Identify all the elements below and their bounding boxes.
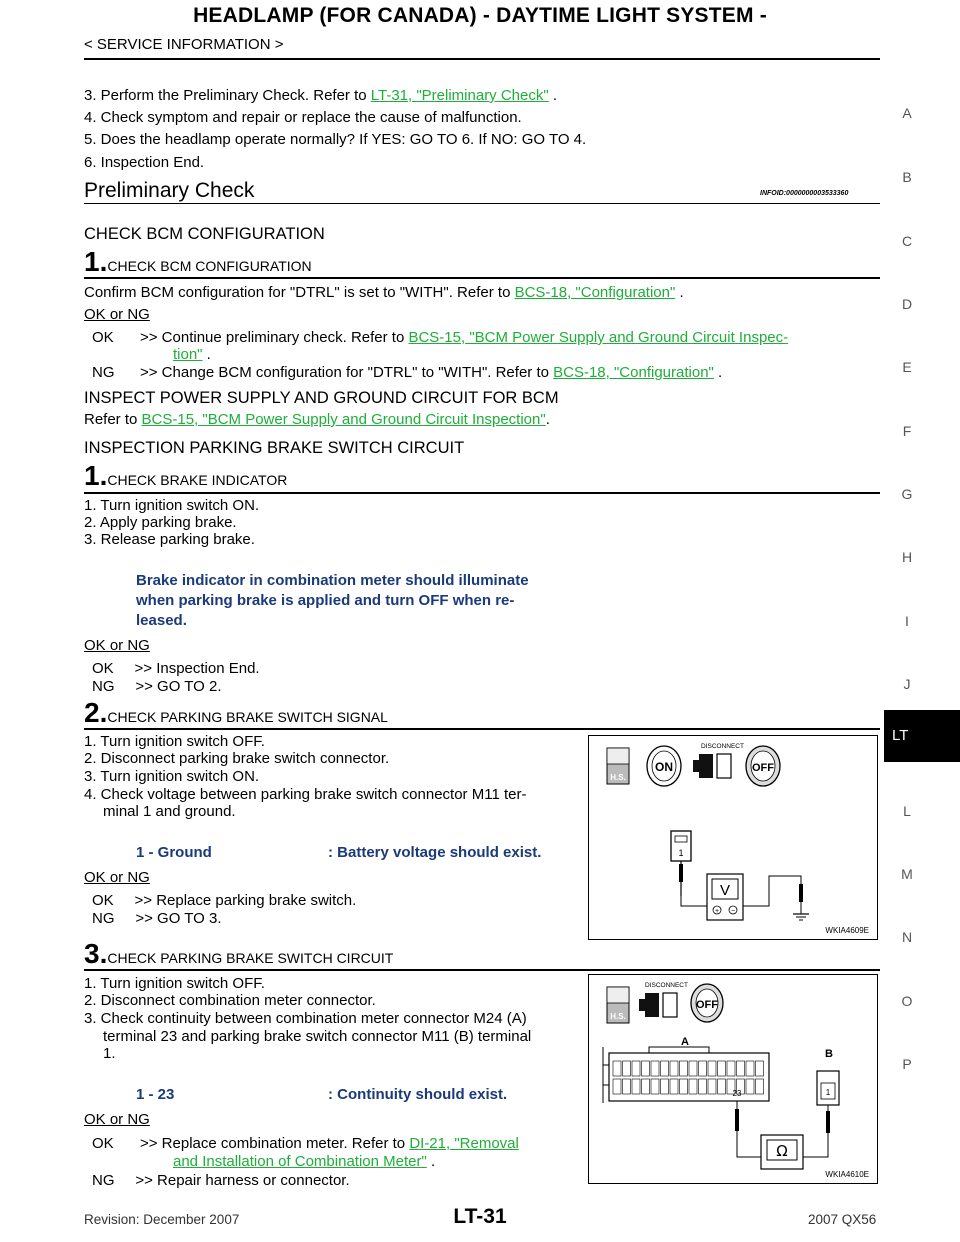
page-number: LT-31 bbox=[453, 1205, 507, 1228]
side-index-n[interactable]: N bbox=[901, 929, 913, 945]
side-index-e[interactable]: E bbox=[902, 359, 912, 375]
ok-or-ng: OK or NG bbox=[84, 637, 150, 654]
instruction-3-cont2: 1. bbox=[103, 1045, 116, 1062]
side-index-a[interactable]: A bbox=[902, 105, 912, 121]
spec-note-line-2: when parking brake is applied and turn OFF when re- bbox=[136, 592, 515, 609]
page-title: HEADLAMP (FOR CANADA) - DAYTIME LIGHT SYSTEM - bbox=[193, 4, 767, 27]
ignition-on-icon bbox=[647, 746, 681, 786]
ignition-off-icon bbox=[691, 984, 723, 1022]
svg-text:Ω: Ω bbox=[776, 1142, 788, 1160]
ok-or-ng: OK or NG bbox=[84, 306, 150, 323]
svg-text:ON: ON bbox=[655, 760, 673, 774]
info-id: INFOID:0000000003533360 bbox=[760, 190, 849, 197]
side-index-f[interactable]: F bbox=[902, 423, 912, 439]
step-heading: 1.CHECK BRAKE INDICATOR bbox=[84, 460, 288, 491]
page-subtitle: < SERVICE INFORMATION > bbox=[84, 36, 284, 53]
instruction-2: 2. Apply parking brake. bbox=[84, 514, 237, 531]
voltmeter bbox=[707, 874, 743, 920]
svg-text:OFF: OFF bbox=[696, 999, 718, 1011]
instruction-1: 1. Turn ignition switch ON. bbox=[84, 497, 260, 514]
svg-text:DISCONNECT: DISCONNECT bbox=[645, 982, 688, 989]
spec-value: : Battery voltage should exist. bbox=[328, 844, 542, 861]
link-lt31[interactable]: LT-31, "Preliminary Check" bbox=[370, 87, 549, 104]
link-bcs18[interactable]: BCS-18, "Configuration" bbox=[514, 284, 676, 301]
side-index-c[interactable]: C bbox=[901, 233, 913, 249]
ok-or-ng: OK or NG bbox=[84, 869, 150, 886]
svg-text:1: 1 bbox=[825, 1088, 831, 1097]
instruction-1: 1. Turn ignition switch OFF. bbox=[84, 733, 265, 750]
ok-result: >> Replace combination meter. Refer to DI-21, "Removal bbox=[140, 1135, 519, 1152]
step-rule bbox=[84, 728, 880, 730]
intro-step-4: 4. Check symptom and repair or replace the cause of malfunction. bbox=[84, 109, 522, 126]
section-heading: Preliminary Check bbox=[84, 179, 255, 202]
ok-or-ng: OK or NG bbox=[84, 1111, 150, 1128]
ok-result: >> Continue preliminary check. Refer to BCS-15, "BCM Power Supply and Ground Circuit Inspec- bbox=[140, 329, 789, 346]
ok-result: OK >> Inspection End. bbox=[92, 660, 260, 677]
subsection-title: INSPECTION PARKING BRAKE SWITCH CIRCUIT bbox=[84, 439, 465, 457]
svg-text:V: V bbox=[719, 882, 731, 899]
header-rule bbox=[84, 58, 880, 60]
side-index-p[interactable]: P bbox=[902, 1056, 912, 1072]
svg-text:+: + bbox=[714, 908, 720, 915]
ok-result-cont: tion" . bbox=[173, 346, 211, 363]
spec-note-line-3: leased. bbox=[136, 612, 187, 629]
step-body: Confirm BCM configuration for "DTRL" is set to "WITH". Refer to BCS-18, "Configuration" . bbox=[84, 284, 684, 301]
model-year: 2007 QX56 bbox=[808, 1212, 877, 1227]
ok-label: OK bbox=[92, 1135, 114, 1152]
spec-value: : Continuity should exist. bbox=[328, 1086, 508, 1103]
side-index-m[interactable]: M bbox=[901, 866, 913, 882]
heading-rule bbox=[84, 203, 880, 204]
spec-label: 1 - 23 bbox=[136, 1086, 175, 1103]
link-di21-cont[interactable]: and Installation of Combination Meter" bbox=[173, 1153, 427, 1170]
link-bcs15-b[interactable]: BCS-15, "BCM Power Supply and Ground Circuit Inspection" bbox=[141, 411, 546, 428]
ng-result: NG >> GO TO 3. bbox=[92, 910, 222, 927]
spec-label: 1 - Ground bbox=[136, 844, 212, 861]
ok-result: OK >> Replace parking brake switch. bbox=[92, 892, 357, 909]
side-index-lt-active[interactable]: LT bbox=[884, 710, 960, 762]
ng-result: NG >> GO TO 2. bbox=[92, 678, 222, 695]
instruction-3: 3. Check continuity between combination meter connector M24 (A) bbox=[84, 1010, 527, 1027]
disconnect-icon bbox=[693, 754, 731, 778]
step-heading: 1.CHECK BCM CONFIGURATION bbox=[84, 246, 312, 277]
intro-step-5: 5. Does the headlamp operate normally? If YES: GO TO 6. If NO: GO TO 4. bbox=[84, 131, 587, 148]
intro-step-6: 6. Inspection End. bbox=[84, 154, 205, 171]
side-index-h[interactable]: H bbox=[901, 549, 913, 565]
wiring-diagram bbox=[589, 736, 877, 939]
instruction-1: 1. Turn ignition switch OFF. bbox=[84, 975, 265, 992]
ok-label: OK bbox=[92, 329, 114, 346]
hs-icon bbox=[607, 748, 629, 784]
step-heading: 2.CHECK PARKING BRAKE SWITCH SIGNAL bbox=[84, 697, 388, 728]
ng-result: NG >> Repair harness or connector. bbox=[92, 1172, 350, 1189]
instruction-3: 3. Release parking brake. bbox=[84, 531, 255, 548]
figure-voltage-check bbox=[588, 735, 878, 940]
svg-text:OFF: OFF bbox=[752, 762, 774, 774]
step-rule bbox=[84, 969, 880, 971]
svg-text:1: 1 bbox=[678, 848, 684, 858]
step-rule bbox=[84, 492, 880, 494]
step-rule bbox=[84, 277, 880, 279]
svg-text:H.S.: H.S. bbox=[610, 1012, 626, 1021]
instruction-3-cont: terminal 23 and parking brake switch connector M11 (B) terminal bbox=[103, 1028, 532, 1045]
instruction-3: 3. Turn ignition switch ON. bbox=[84, 768, 260, 785]
ignition-off-icon bbox=[746, 746, 780, 786]
instruction-4: 4. Check voltage between parking brake switch connector M11 ter- bbox=[84, 786, 527, 803]
svg-text:H.S.: H.S. bbox=[610, 773, 626, 782]
svg-text:DISCONNECT: DISCONNECT bbox=[701, 743, 744, 750]
figure-continuity-check bbox=[588, 974, 878, 1184]
subsection-title: CHECK BCM CONFIGURATION bbox=[84, 225, 325, 243]
ohmmeter bbox=[761, 1135, 803, 1169]
ng-label: NG bbox=[92, 364, 115, 381]
side-index-b[interactable]: B bbox=[902, 169, 912, 185]
link-bcs15-cont[interactable]: tion" bbox=[173, 346, 203, 363]
svg-text:−: − bbox=[730, 908, 736, 915]
section-body: Refer to BCS-15, "BCM Power Supply and Ground Circuit Inspection". bbox=[84, 411, 550, 428]
spec-note-line-1: Brake indicator in combination meter should illuminate bbox=[136, 572, 529, 589]
instruction-2: 2. Disconnect parking brake switch connector. bbox=[84, 750, 390, 767]
svg-text:23: 23 bbox=[732, 1089, 742, 1098]
step-heading: 3.CHECK PARKING BRAKE SWITCH CIRCUIT bbox=[84, 938, 394, 969]
intro-step-3: 3. Perform the Preliminary Check. Refer to LT-31, "Preliminary Check" . bbox=[84, 87, 558, 104]
subsection-title: INSPECT POWER SUPPLY AND GROUND CIRCUIT FOR BCM bbox=[84, 389, 559, 407]
side-index-d[interactable]: D bbox=[901, 296, 913, 312]
link-bcs18-b[interactable]: BCS-18, "Configuration" bbox=[553, 364, 714, 381]
svg-text:A: A bbox=[681, 1036, 689, 1048]
side-index-g[interactable]: G bbox=[901, 486, 913, 502]
connector-m11 bbox=[671, 831, 691, 861]
link-bcs15[interactable]: BCS-15, "BCM Power Supply and Ground Circuit Inspec- bbox=[408, 329, 789, 346]
side-index-j[interactable]: J bbox=[903, 676, 911, 692]
side-index-l[interactable]: L bbox=[903, 803, 911, 819]
svg-text:B: B bbox=[825, 1048, 833, 1060]
revision-date: Revision: December 2007 bbox=[84, 1212, 240, 1227]
connector-m24 bbox=[603, 1047, 769, 1103]
ground-icon bbox=[793, 914, 809, 920]
wiring-diagram bbox=[589, 975, 877, 1183]
hs-icon bbox=[607, 987, 629, 1023]
figure-code: WKIA4609E bbox=[825, 926, 869, 935]
figure-code: WKIA4610E bbox=[825, 1170, 869, 1179]
ok-result-cont: and Installation of Combination Meter" . bbox=[173, 1153, 436, 1170]
instruction-2: 2. Disconnect combination meter connector. bbox=[84, 992, 376, 1009]
connector-m11 bbox=[817, 1071, 839, 1105]
side-index-o[interactable]: O bbox=[901, 993, 913, 1009]
disconnect-icon bbox=[639, 993, 677, 1017]
ng-result: >> Change BCM configuration for "DTRL" to "WITH". Refer to BCS-18, "Configuration" . bbox=[140, 364, 723, 381]
link-di21[interactable]: DI-21, "Removal bbox=[409, 1135, 519, 1152]
instruction-4-cont: minal 1 and ground. bbox=[103, 803, 236, 820]
side-index-i[interactable]: I bbox=[905, 613, 909, 629]
